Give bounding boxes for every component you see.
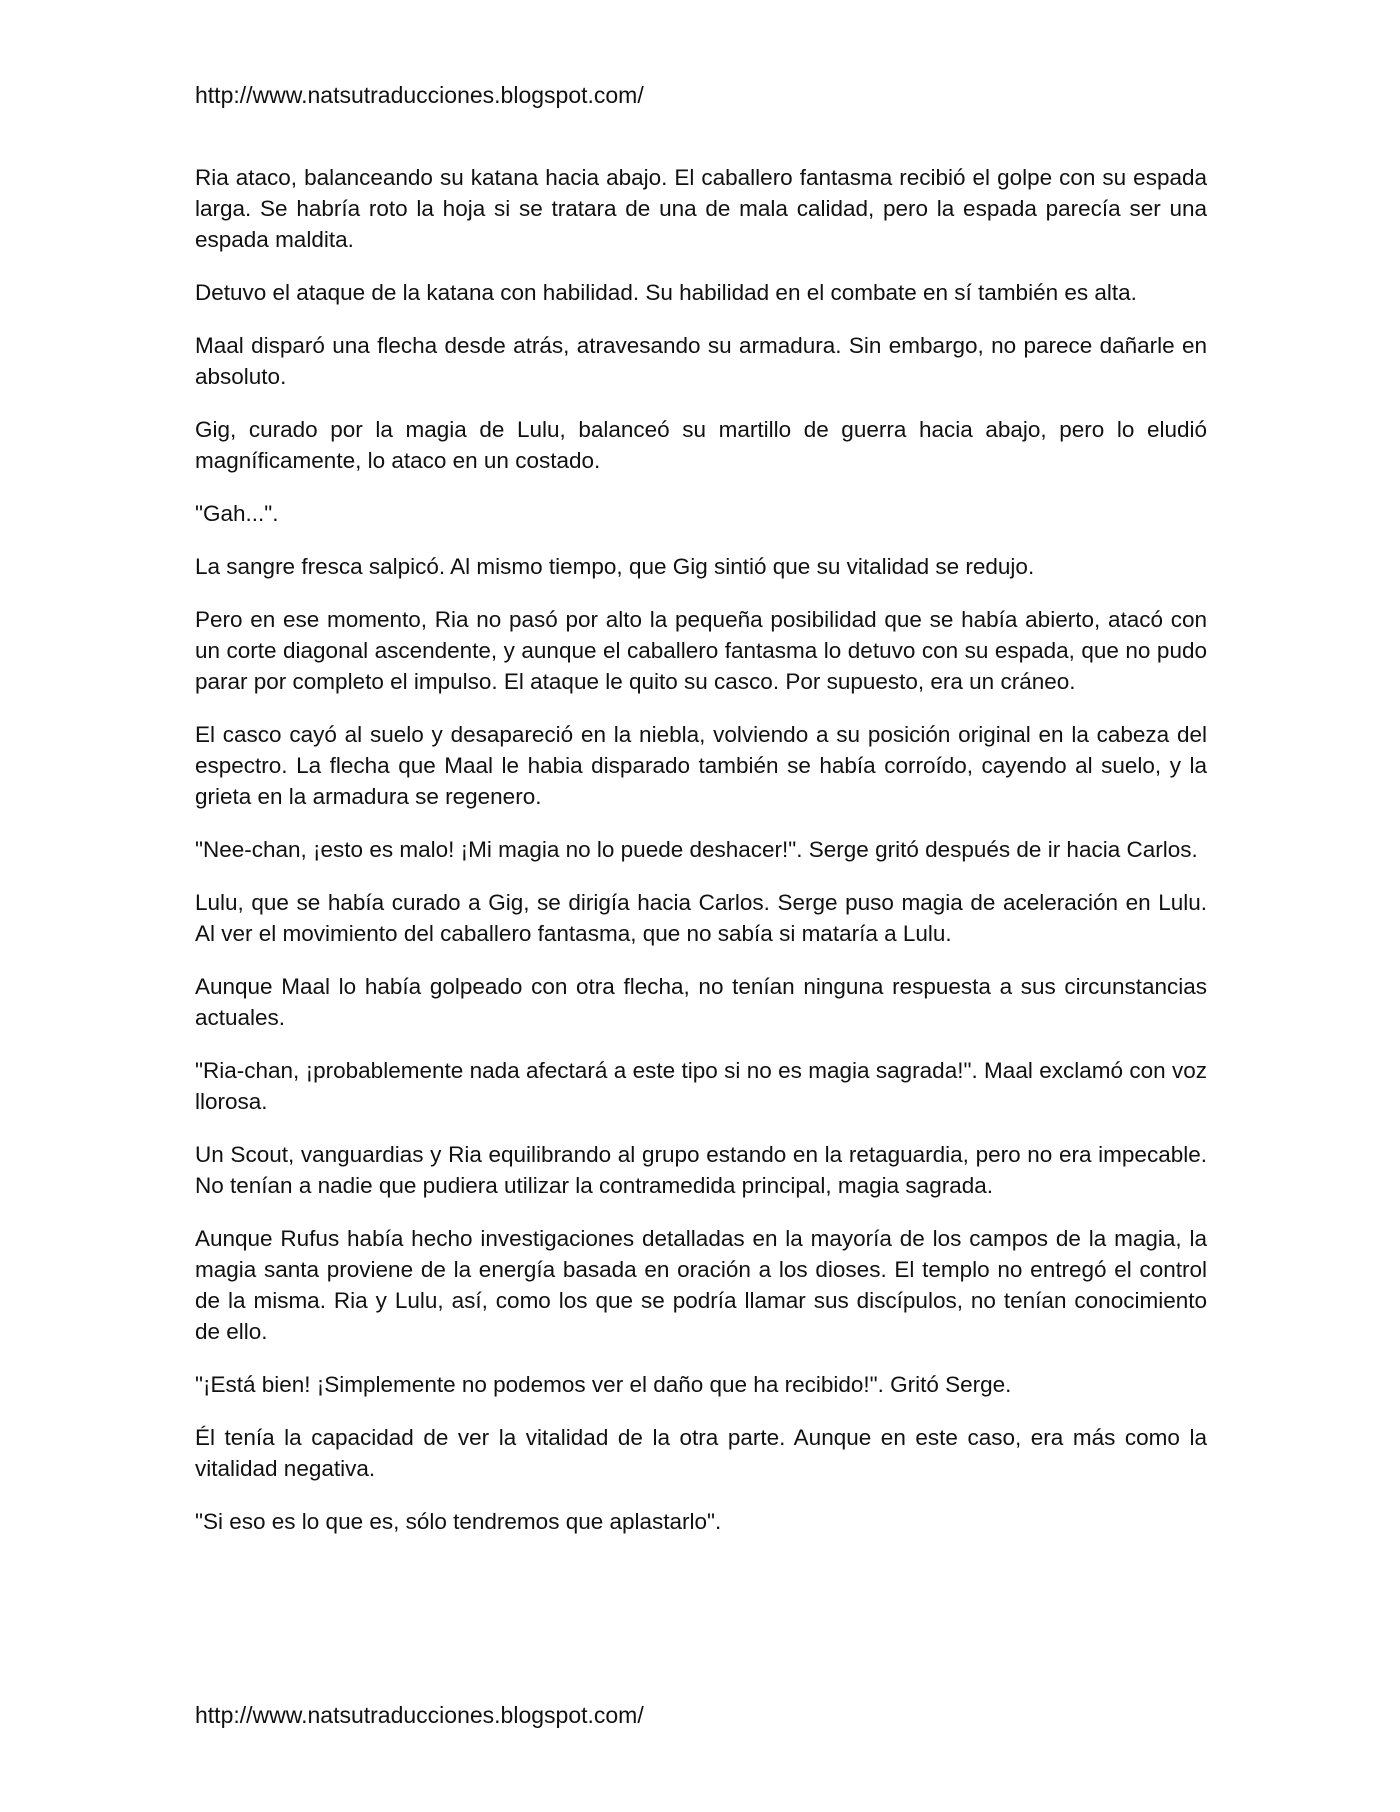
paragraph: Un Scout, vanguardias y Ria equilibrando al grupo estando en la retaguardia, pero no era impecable. No tenían a nadie que pudiera utilizar la contramedida principal, magia sagrada. bbox=[195, 1142, 1207, 1198]
paragraph: "Si eso es lo que es, sólo tendremos que aplastarlo". bbox=[195, 1509, 722, 1534]
paragraph: Detuvo el ataque de la katana con habilidad. Su habilidad en el combate en sí también es alta. bbox=[195, 280, 1137, 305]
paragraph: "Gah...". bbox=[195, 501, 279, 526]
paragraph: El casco cayó al suelo y desapareció en la niebla, volviendo a su posición original en la cabeza del espectro. La flecha que Maal le habia disparado también se había corroído, cayendo al suelo, y la grieta en la armadura se regenero. bbox=[195, 722, 1207, 809]
paragraph: Aunque Maal lo había golpeado con otra flecha, no tenían ninguna respuesta a sus circunstancias actuales. bbox=[195, 974, 1207, 1030]
header-url: http://www.natsutraducciones.blogspot.com/ bbox=[195, 82, 644, 108]
paragraph: Ria ataco, balanceando su katana hacia abajo. El caballero fantasma recibió el golpe con su espada larga. Se habría roto la hoja si se tratara de una de mala calidad, pero la espada parecía ser una espada maldita. bbox=[195, 165, 1207, 252]
footer-url: http://www.natsutraducciones.blogspot.com/ bbox=[195, 1702, 644, 1728]
paragraph: Pero en ese momento, Ria no pasó por alto la pequeña posibilidad que se había abierto, atacó con un corte diagonal ascendente, y aunque el caballero fantasma lo detuvo con su espada, que no pudo parar por completo el impulso. El ataque le quito su casco. Por supuesto, era un cráneo. bbox=[195, 607, 1207, 694]
paragraph: Aunque Rufus había hecho investigaciones detalladas en la mayoría de los campos de la magia, la magia santa proviene de la energía basada en oración a los dioses. El templo no entregó el control de la misma. Ria y Lulu, así, como los que se podría llamar sus discípulos, no tenían conocimiento de ello. bbox=[195, 1226, 1207, 1344]
paragraph: Él tenía la capacidad de ver la vitalidad de la otra parte. Aunque en este caso, era más como la vitalidad negativa. bbox=[195, 1425, 1207, 1481]
paragraph: "Nee-chan, ¡esto es malo! ¡Mi magia no lo puede deshacer!". Serge gritó después de ir hacia Carlos. bbox=[195, 837, 1198, 862]
paragraph: Gig, curado por la magia de Lulu, balanceó su martillo de guerra hacia abajo, pero lo eludió magníficamente, lo ataco en un costado. bbox=[195, 417, 1207, 473]
paragraph: Maal disparó una flecha desde atrás, atravesando su armadura. Sin embargo, no parece dañarle en absoluto. bbox=[195, 333, 1207, 389]
body-text bbox=[195, 162, 1207, 1559]
paragraph: "Ria-chan, ¡probablemente nada afectará a este tipo si no es magia sagrada!". Maal exclamó con voz llorosa. bbox=[195, 1058, 1207, 1114]
paragraph: La sangre fresca salpicó. Al mismo tiempo, que Gig sintió que su vitalidad se redujo. bbox=[195, 554, 1035, 579]
paragraph: "¡Está bien! ¡Simplemente no podemos ver el daño que ha recibido!". Gritó Serge. bbox=[195, 1372, 1012, 1397]
paragraph: Lulu, que se había curado a Gig, se dirigía hacia Carlos. Serge puso magia de aceleración en Lulu. Al ver el movimiento del caballero fantasma, que no sabía si mataría a Lulu. bbox=[195, 890, 1207, 946]
